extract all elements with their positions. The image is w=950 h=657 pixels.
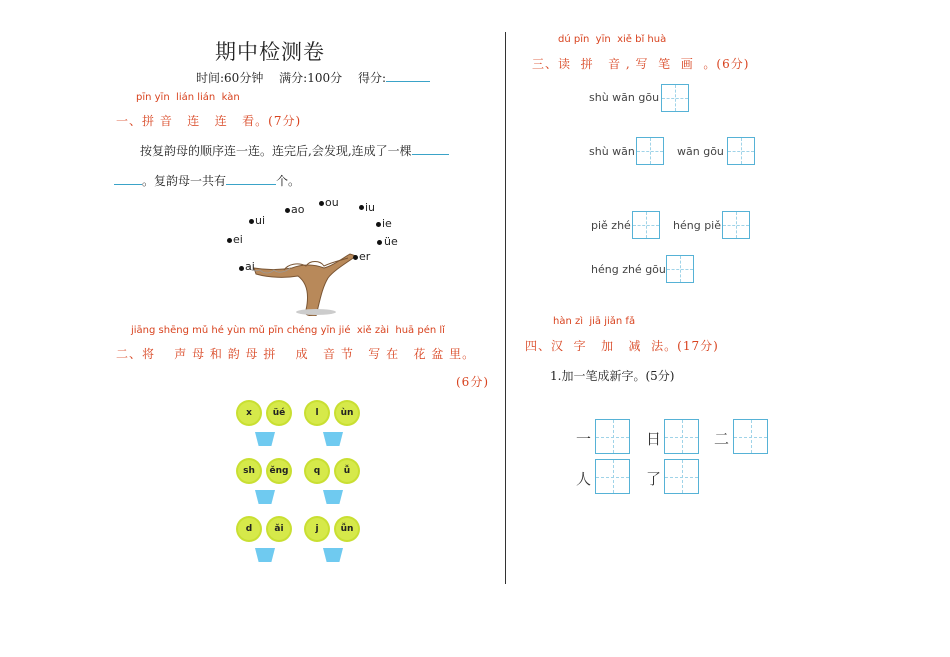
s1-instruction [140,142,449,159]
stroke-box-3[interactable] [727,137,755,165]
vowel-dot-ao[interactable] [285,208,290,213]
flower-final: ǚn [336,518,358,540]
flower-initial: sh [238,460,260,482]
pot-answer[interactable] [255,548,275,562]
stroke-box-2[interactable] [636,137,664,165]
flower-initial: l [306,402,328,424]
vowel-iu: iu [365,201,376,214]
base-char-5: 了 [646,470,662,488]
pot-answer[interactable] [255,432,275,446]
base-char-3: 二 [714,430,730,448]
flower-final: ǎi [268,518,290,540]
char-box-2[interactable] [664,419,699,454]
vowel-dot-ai[interactable] [239,266,244,271]
column-divider [505,32,506,584]
s1-line2 [114,172,300,189]
s1-line1: 按复韵母的顺序连一连。连完后,会发现,连成了一棵 [140,144,412,158]
vowel-dot-er[interactable] [353,255,358,260]
flower-final: ǚ [336,460,358,482]
s1-heading: 一、拼 音 连 连 看。(7分) [116,114,302,128]
vowel-dot-ue[interactable] [377,240,382,245]
flower-final: üé [268,402,290,424]
stroke-box-4[interactable] [632,211,660,239]
vowel-dot-iu[interactable] [359,205,364,210]
vowel-dot-ie[interactable] [376,222,381,227]
base-char-1: 一 [576,430,592,448]
stroke-label-4: piě zhé [591,219,631,232]
flower-initial: j [306,518,328,540]
stroke-label-5: héng piě [673,219,721,232]
pot-answer[interactable] [323,548,343,562]
char-box-1[interactable] [595,419,630,454]
vowel-ai: ai [245,260,255,273]
s2-heading: 二、将 声 母 和 韵 母 拼 成 音 节 写 在 花 盆 里。 [116,347,476,361]
stroke-label-1: shù wān gōu [589,91,660,104]
stroke-box-1[interactable] [661,84,689,112]
vowel-ie: ie [382,217,392,230]
s4-subtask: 1.加一笔成新字。(5分) [550,369,675,383]
page-title: 期中检测卷 [215,40,325,64]
stroke-label-6: héng zhé gōu [591,263,666,276]
tree-image [236,248,366,316]
tree-blank-1[interactable] [412,142,449,155]
flower-initial: d [238,518,260,540]
score-blank[interactable] [386,69,430,82]
base-char-2: 日 [646,430,662,448]
char-box-4[interactable] [595,459,630,494]
stroke-label-3: wān gōu [677,145,724,158]
vowel-dot-ou[interactable] [319,201,324,206]
flower-initial: x [238,402,260,424]
flower-final: ùn [336,402,358,424]
pot-answer[interactable] [323,432,343,446]
stroke-box-6[interactable] [666,255,694,283]
s2-pinyin: jiāng shēng mǔ hé yùn mǔ pīn chéng yīn jié xiě zài huā pén lǐ [131,325,445,336]
s3-pinyin: dú pīn yīn xiě bǐ huà [558,34,667,45]
vowel-ao: ao [291,203,305,216]
flower-final: ěng [268,460,290,482]
tree-blank-2[interactable] [114,172,142,185]
s4-heading: 四、汉 字 加 减 法。(17分) [525,339,719,353]
vowel-dot-ui[interactable] [249,219,254,224]
s4-pinyin: hàn zì jiā jiǎn fǎ [553,316,636,327]
pot-answer[interactable] [323,490,343,504]
time-limit: 时间:60分钟 [196,71,264,85]
stroke-box-5[interactable] [722,211,750,239]
s1-line2a: 。复韵母一共有 [142,174,227,188]
exam-meta [196,69,442,86]
s2-points: (6分) [456,375,489,389]
stroke-label-2: shù wān [589,145,635,158]
s1-pinyin: pīn yīn lián lián kàn [136,92,240,103]
flower-initial: q [306,460,328,482]
base-char-4: 人 [576,470,592,488]
full-score: 满分:100分 [279,71,343,85]
vowel-er: er [359,250,371,263]
char-box-5[interactable] [664,459,699,494]
score-label: 得分: [357,71,386,85]
vowel-ui: ui [255,214,266,227]
vowel-ei: ei [233,233,243,246]
s1-line2b: 个。 [276,174,301,188]
vowel-dot-ei[interactable] [227,238,232,243]
vowel-ue: üe [384,235,398,248]
count-blank[interactable] [226,172,276,185]
s3-heading: 三、读 拼 音 , 写 笔 画 。(6分) [532,57,750,71]
pot-answer[interactable] [255,490,275,504]
char-box-3[interactable] [733,419,768,454]
vowel-ou: ou [325,196,339,209]
